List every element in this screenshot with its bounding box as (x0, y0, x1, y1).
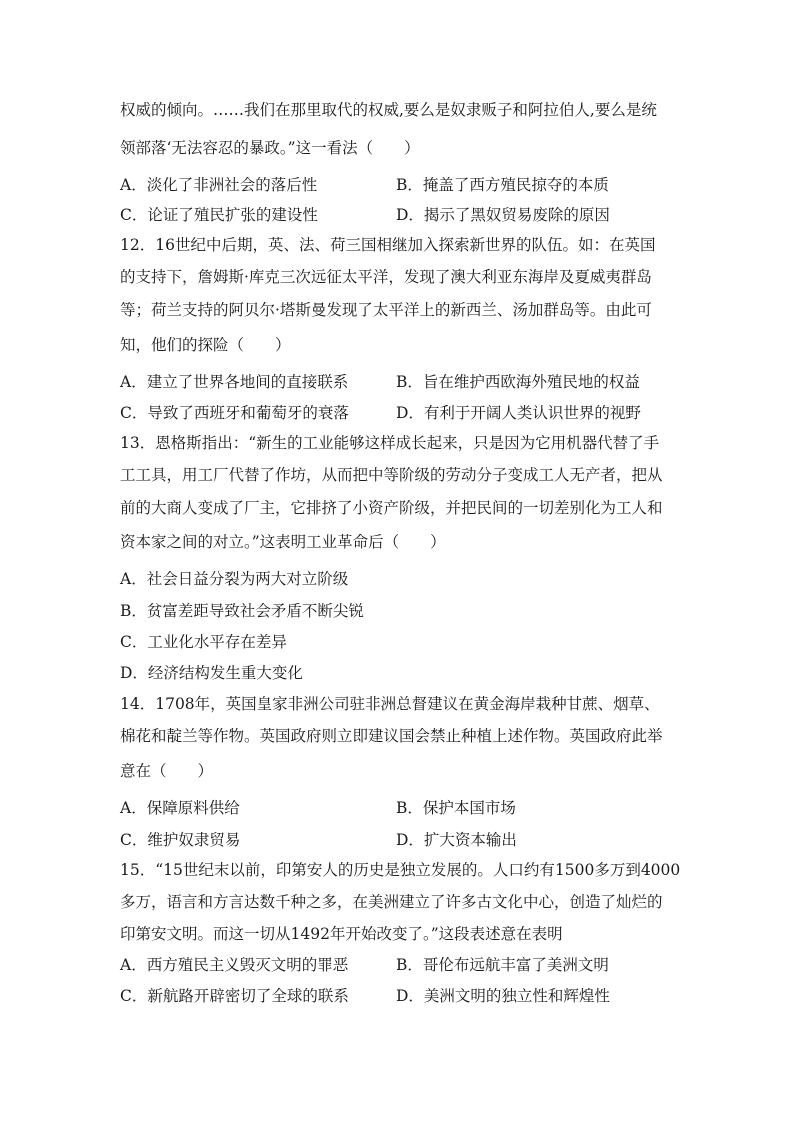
q13-stem-line-1: 13．恩格斯指出：“新生的工业能够这样成长起来，只是因为它用机器代替了手 (120, 434, 660, 452)
q12-stem-line-1: 12．16世纪中后期，英、法、荷三国相继加入探索新世界的队伍。如：在英国 (120, 236, 656, 254)
q14-option-b: B．保护本国市场 (396, 799, 516, 817)
q14-stem-line-3: 意在（ ） (120, 762, 214, 780)
q12-stem-line-2: 的支持下，詹姆斯·库克三次远征太平洋，发现了澳大利亚东海岸及夏威夷群岛 (120, 268, 652, 286)
q12-option-a: A．建立了世界各地间的直接联系 (120, 373, 349, 391)
q12-option-d: D．有利于开阔人类认识世界的视野 (396, 404, 641, 422)
q12-option-c: C．导致了西班牙和葡萄牙的衰落 (120, 404, 349, 422)
q15-option-d: D．美洲文明的独立性和辉煌性 (396, 987, 610, 1005)
q14-option-c: C．维护奴隶贸易 (120, 831, 241, 849)
q14-option-a: A．保障原料供给 (120, 799, 240, 817)
q15-stem-line-1: 15．“15世纪末以前，印第安人的历史是独立发展的。人口约有1500多万到4000 (120, 861, 681, 879)
q11-stem-line-2: 领部落‘无法容忍的暴政。”这一看法（ ） (120, 139, 420, 157)
q13-option-d: D．经济结构发生重大变化 (120, 664, 303, 682)
q11-option-b: B．掩盖了西方殖民掠夺的本质 (396, 176, 609, 194)
q13-stem-line-4: 资本家之间的对立。”这表明工业革命后（ ） (120, 533, 446, 551)
q13-stem-line-3: 前的大商人变成了厂主，它排挤了小资产阶级，并把民间的一切差别化为工人和 (120, 499, 663, 517)
q14-option-d: D．扩大资本输出 (396, 831, 517, 849)
q15-stem-line-3: 印第安文明。而这一切从1492年开始改变了。”这段表述意在表明 (120, 925, 563, 943)
q14-stem-line-1: 14．1708年，英国皇家非洲公司驻非洲总督建议在黄金海岸栽种甘蔗、烟草、 (120, 695, 660, 713)
q15-stem-line-2: 多万，语言和方言达数千种之多，在美洲建立了许多古文化中心，创造了灿烂的 (120, 893, 663, 911)
q11-stem-line-1: 权威的倾向。……我们在那里取代的权威,要么是奴隶贩子和阿拉伯人,要么是统 (120, 101, 657, 119)
q15-option-b: B．哥伦布远航丰富了美洲文明 (396, 956, 609, 974)
q12-option-b: B．旨在维护西欧海外殖民地的权益 (396, 373, 640, 391)
q11-option-d: D．揭示了黑奴贸易废除的原因 (396, 206, 610, 224)
q12-stem-line-3: 等；荷兰支持的阿贝尔·塔斯曼发现了太平洋上的新西兰、汤加群岛等。由此可 (120, 301, 652, 319)
q12-stem-line-4: 知，他们的探险（ ） (120, 336, 291, 354)
q15-option-a: A．西方殖民主义毁灭文明的罪恶 (120, 956, 349, 974)
q15-option-c: C．新航路开辟密切了全球的联系 (120, 987, 349, 1005)
q11-option-c: C．论证了殖民扩张的建设性 (120, 206, 318, 224)
q13-option-a: A．社会日益分裂为两大对立阶级 (120, 570, 349, 588)
q13-option-c: C．工业化水平存在差异 (120, 633, 287, 651)
q13-stem-line-2: 工工具，用工厂代替了作坊，从而把中等阶级的劳动分子变成工人无产者，把从 (120, 466, 663, 484)
q11-option-a: A．淡化了非洲社会的落后性 (120, 176, 318, 194)
q14-stem-line-2: 棉花和靛兰等作物。英国政府则立即建议国会禁止种植上述作物。英国政府此举 (120, 727, 663, 745)
q13-option-b: B．贫富差距导致社会矛盾不断尖锐 (120, 602, 364, 620)
